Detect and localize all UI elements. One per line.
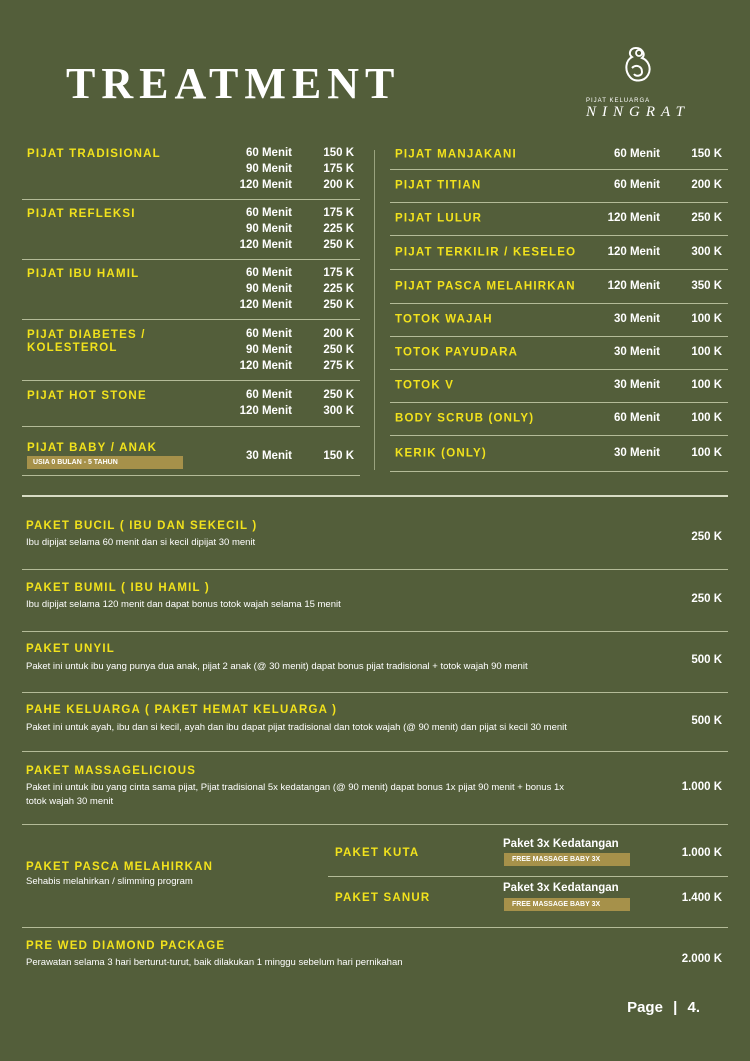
package-row xyxy=(22,632,728,693)
column-divider xyxy=(374,150,375,470)
package-row xyxy=(22,508,728,570)
package-price: 500 K xyxy=(691,715,722,727)
treatment-row xyxy=(390,370,728,403)
treatment-durations: 60 Menit 90 Menit 120 Menit xyxy=(239,328,292,372)
option-visits: Paket 3x Kedatangan xyxy=(503,882,619,894)
treatment-name: TOTOK PAYUDARA xyxy=(395,346,519,359)
treatment-duration: 120 Menit xyxy=(607,245,660,258)
treatment-name: PIJAT TITIAN xyxy=(395,179,482,192)
treatment-prices: 175 K 225 K 250 K xyxy=(323,267,354,311)
package-name: PAKET UNYIL xyxy=(26,643,116,655)
treatment-name: PIJAT TRADISIONAL xyxy=(27,148,161,160)
option-price: 1.400 K xyxy=(681,892,722,904)
treatment-price: 100 K xyxy=(691,412,722,425)
treatment-row xyxy=(390,304,728,337)
package-desc: Ibu dipijat selama 120 menit dan dapat bonus totok wajah selama 15 menit xyxy=(26,599,341,610)
treatment-prices: 175 K 225 K 250 K xyxy=(323,207,354,251)
package-row-pasca xyxy=(22,825,728,928)
treatment-durations: 60 Menit 90 Menit 120 Menit xyxy=(239,267,292,311)
option-name: PAKET SANUR xyxy=(335,892,431,904)
treatment-price: 100 K xyxy=(691,313,722,326)
package-desc: Paket ini untuk ibu yang punya dua anak, pijat 2 anak (@ 30 menit) dapat bonus pijat tradisional + totok wajah 90 menit xyxy=(26,661,528,672)
page-title: TREATMENT xyxy=(66,59,401,108)
treatment-durations: 60 Menit 90 Menit 120 Menit xyxy=(239,207,292,251)
treatment-price: 200 K xyxy=(691,179,722,192)
treatment-row xyxy=(390,170,728,203)
treatment-row xyxy=(22,260,360,320)
package-row xyxy=(22,928,728,980)
treatment-row xyxy=(390,236,728,270)
treatment-row xyxy=(22,140,360,200)
treatment-price: 100 K xyxy=(691,346,722,359)
package-row xyxy=(22,693,728,752)
treatment-prices: 250 K 300 K xyxy=(323,389,354,417)
option-divider xyxy=(328,876,728,877)
page-separator: | xyxy=(673,999,678,1016)
package-row xyxy=(22,570,728,632)
package-name: PAKET MASSAGELICIOUS xyxy=(26,765,197,777)
package-desc: Paket ini untuk ayah, ibu dan si kecil, ayah dan ibu dapat pijat tradisional dan totok wajah (@ 90 menit) dan pijat si kecil 30 menit xyxy=(26,722,567,733)
package-row xyxy=(22,752,728,825)
treatment-price: 300 K xyxy=(691,245,722,258)
option-badge: FREE MASSAGE BABY 3X xyxy=(504,898,630,911)
package-name: PRE WED DIAMOND PACKAGE xyxy=(26,940,226,952)
page-number xyxy=(627,999,700,1016)
treatment-price: 350 K xyxy=(691,279,722,292)
treatment-name: PIJAT BABY / ANAK xyxy=(27,442,158,454)
treatment-name: BODY SCRUB (ONLY) xyxy=(395,412,535,425)
package-price: 1.000 K xyxy=(681,781,722,793)
treatment-duration: 120 Menit xyxy=(607,279,660,292)
treatment-name: PIJAT DIABETES / KOLESTEROL xyxy=(27,329,146,354)
treatment-duration: 30 Menit xyxy=(613,379,660,392)
mother-child-icon xyxy=(616,44,656,94)
package-desc: Ibu dipijat selama 60 menit dan si kecil dipijat 30 menit xyxy=(26,537,256,548)
treatment-duration: 60 Menit xyxy=(613,147,660,160)
page-label: Page xyxy=(627,999,663,1016)
treatment-price: 150 K xyxy=(691,147,722,160)
package-price: 250 K xyxy=(691,531,722,543)
treatment-name: PIJAT IBU HAMIL xyxy=(27,268,140,280)
brand-name: NINGRAT xyxy=(586,104,690,120)
age-badge: USIA 0 BULAN - 5 TAHUN xyxy=(27,456,183,469)
treatment-name: PIJAT HOT STONE xyxy=(27,390,147,402)
treatment-price: 250 K xyxy=(691,212,722,225)
treatment-prices: 150 K xyxy=(323,450,354,462)
treatment-name: PIJAT REFLEKSI xyxy=(27,208,136,220)
treatment-row xyxy=(390,140,728,170)
treatment-row xyxy=(390,270,728,304)
package-desc: Paket ini untuk ibu yang cinta sama pijat, Pijat tradisional 5x kedatangan (@ 90 menit) dapat bonus 1x pijat 90 menit + bonus 1x totok wajah 30 menit xyxy=(26,782,565,807)
treatment-duration: 60 Menit xyxy=(613,412,660,425)
treatment-duration: 30 Menit xyxy=(613,346,660,359)
option-price: 1.000 K xyxy=(681,847,722,859)
treatment-row xyxy=(22,381,360,427)
treatment-duration: 30 Menit xyxy=(613,446,660,459)
treatment-row xyxy=(22,427,360,476)
treatment-price: 100 K xyxy=(691,446,722,459)
treatment-duration: 30 Menit xyxy=(613,313,660,326)
right-treatments xyxy=(390,140,728,472)
package-name: PAKET BUCIL ( IBU DAN SEKECIL ) xyxy=(26,520,258,532)
left-treatments xyxy=(22,140,360,476)
treatment-durations: 60 Menit 120 Menit xyxy=(239,389,292,417)
treatment-name: PIJAT LULUR xyxy=(395,212,483,225)
package-price: 500 K xyxy=(691,654,722,666)
package-price: 2.000 K xyxy=(681,953,722,965)
treatment-price: 100 K xyxy=(691,379,722,392)
page-value: 4. xyxy=(687,999,700,1016)
treatment-duration: 120 Menit xyxy=(607,212,660,225)
treatment-name: TOTOK WAJAH xyxy=(395,313,493,326)
treatment-prices: 150 K 175 K 200 K xyxy=(323,147,354,191)
option-badge: FREE MASSAGE BABY 3X xyxy=(504,853,630,866)
package-name: PAKET PASCA MELAHIRKAN xyxy=(26,861,214,873)
treatment-name: PIJAT PASCA MELAHIRKAN xyxy=(395,280,576,292)
treatment-name: PIJAT MANJAKANI xyxy=(395,148,517,160)
treatment-durations: 60 Menit 90 Menit 120 Menit xyxy=(239,147,292,191)
treatment-row xyxy=(390,436,728,472)
treatment-row xyxy=(390,337,728,370)
package-name: PAHE KELUARGA ( PAKET HEMAT KELUARGA ) xyxy=(26,704,338,716)
treatment-row xyxy=(390,203,728,236)
treatment-row xyxy=(22,200,360,260)
package-desc: Sehabis melahirkan / slimming program xyxy=(26,876,193,887)
treatment-row xyxy=(22,320,360,381)
option-name: PAKET KUTA xyxy=(335,847,420,859)
package-price: 250 K xyxy=(691,593,722,605)
treatment-durations: 30 Menit xyxy=(245,450,292,462)
option-visits: Paket 3x Kedatangan xyxy=(503,838,619,850)
treatment-name: TOTOK V xyxy=(395,379,455,392)
treatment-row xyxy=(390,403,728,436)
treatment-prices: 200 K 250 K 275 K xyxy=(323,328,354,372)
treatment-name: KERIK (ONLY) xyxy=(395,447,487,459)
brand-logo xyxy=(586,44,696,124)
package-desc: Perawatan selama 3 hari berturut-turut, baik dilakukan 1 minggu sebelum hari pernikahan xyxy=(26,957,403,968)
treatment-name: PIJAT TERKILIR / KESELEO xyxy=(395,246,577,258)
treatment-duration: 60 Menit xyxy=(613,179,660,192)
package-name: PAKET BUMIL ( IBU HAMIL ) xyxy=(26,582,210,594)
brand-tagline: PIJAT KELUARGA xyxy=(586,98,651,104)
section-divider xyxy=(22,495,728,497)
